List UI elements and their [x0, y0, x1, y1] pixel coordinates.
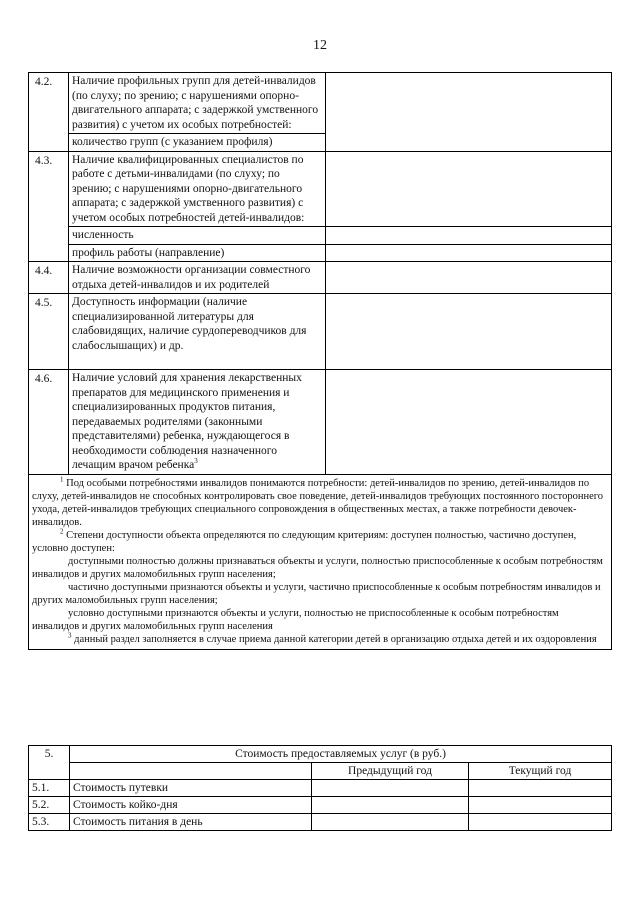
table-row [29, 151, 612, 227]
value-cell [312, 797, 469, 814]
row-description [69, 370, 326, 475]
row-description-text: Наличие условий для хранения лекарственных препаратов для медицинского применения и специализированных продуктов питания, передаваемых родителями (законными представителями) ребенка, нуждающегося в необходимости соблюдения назначенного лечащим врачом ребенка [72, 372, 302, 471]
row-number: 4.5. [29, 294, 69, 370]
row-description: Наличие профильных групп для детей-инвалидов (по слуху; по зрению; с нарушениями опорно-двигательного аппарата; с задержкой умственного развития) с учетом их особых потребностей: [69, 73, 326, 134]
row-subitem: численность [69, 227, 326, 245]
section-number: 5. [29, 746, 70, 780]
row-description-text: Доступность информации (наличие специализированной литературы для слабовидящих, наличие сурдопереводчиков для слабослышащих) и др. [72, 296, 307, 352]
table-row [29, 746, 612, 763]
table-row [29, 797, 612, 814]
value-cell [326, 227, 612, 245]
footnote-1: Под особыми потребностями инвалидов понимаются потребности: детей-инвалидов по зрению, детей-инвалидов по слуху, детей-инвалидов не способных контролировать свое поведение, детей-инвалидов требующих постоянного постороннего ухода, детей-инвалидов требующих специального сопровождения в общественных местах, а также потребности девочек-инвалидов. [32, 477, 604, 528]
footnote-mark: 1 [60, 475, 64, 483]
value-cell [326, 151, 612, 227]
footnote-2: Степени доступности объекта определяются по следующим критериям: доступен полностью, частично доступен, условно доступен: [32, 529, 577, 554]
footnote-ref: 3 [194, 457, 198, 466]
col-previous-year: Предыдущий год [312, 763, 469, 780]
row-number: 5.3. [29, 814, 70, 831]
value-cell [326, 244, 612, 262]
table-row [29, 294, 612, 370]
col-current-year: Текущий год [469, 763, 612, 780]
table-row [29, 763, 612, 780]
footnotes [29, 474, 612, 649]
section-title: Стоимость предоставляемых услуг (в руб.) [70, 746, 612, 763]
row-number: 4.2. [29, 73, 69, 152]
row-number: 4.3. [29, 151, 69, 262]
value-cell [312, 780, 469, 797]
row-description: Наличие возможности организации совместного отдыха детей-инвалидов и их родителей [69, 262, 326, 294]
table-row [29, 73, 612, 134]
value-cell [312, 814, 469, 831]
value-cell [326, 294, 612, 370]
value-cell [469, 797, 612, 814]
footnote-mark: 3 [68, 631, 72, 639]
accessibility-table [28, 72, 612, 650]
footnote-2a: доступными полностью должны признаваться объекты и услуги, полностью приспособленные к особым потребностям инвалидов и других маломобильных групп населения; [32, 555, 603, 580]
footnote-3: данный раздел заполняется в случае приема данной категории детей в организацию отдыха детей и их оздоровления [74, 633, 597, 645]
row-label: Стоимость путевки [70, 780, 312, 797]
footnote-mark: 2 [60, 527, 64, 535]
row-label: Стоимость питания в день [70, 814, 312, 831]
cost-table [28, 745, 612, 831]
row-description: Наличие квалифицированных специалистов по работе с детьми-инвалидами (по слуху; по зрению; с нарушениями опорно-двигательного аппарата; с задержкой умственного развития) с учетом особых потребностей детей-инвалидов: [69, 151, 326, 227]
footnotes-row [29, 474, 612, 649]
value-cell [326, 370, 612, 475]
row-number: 4.4. [29, 262, 69, 294]
table-row [29, 227, 612, 245]
row-subitem: профиль работы (направление) [69, 244, 326, 262]
page-number: 12 [313, 38, 327, 53]
footnote-2b: частично доступными признаются объекты и услуги, частично приспособленные к особым потребностям инвалидов и других маломобильных групп населения; [32, 581, 601, 606]
table-row [29, 780, 612, 797]
row-number: 4.6. [29, 370, 69, 475]
row-subitem: количество групп (с указанием профиля) [69, 134, 326, 152]
table-row [29, 370, 612, 475]
value-cell [469, 814, 612, 831]
table-row [29, 244, 612, 262]
row-number: 5.1. [29, 780, 70, 797]
row-number: 5.2. [29, 797, 70, 814]
table-row [29, 814, 612, 831]
value-cell [326, 262, 612, 294]
label-cell [70, 763, 312, 780]
value-cell [326, 73, 612, 152]
row-description [69, 294, 326, 370]
value-cell [469, 780, 612, 797]
table-row [29, 262, 612, 294]
footnote-2c: условно доступными признаются объекты и услуги, полностью не приспособленные к особым потребностям инвалидов и других маломобильных групп населения [32, 607, 559, 632]
row-label: Стоимость койко-дня [70, 797, 312, 814]
